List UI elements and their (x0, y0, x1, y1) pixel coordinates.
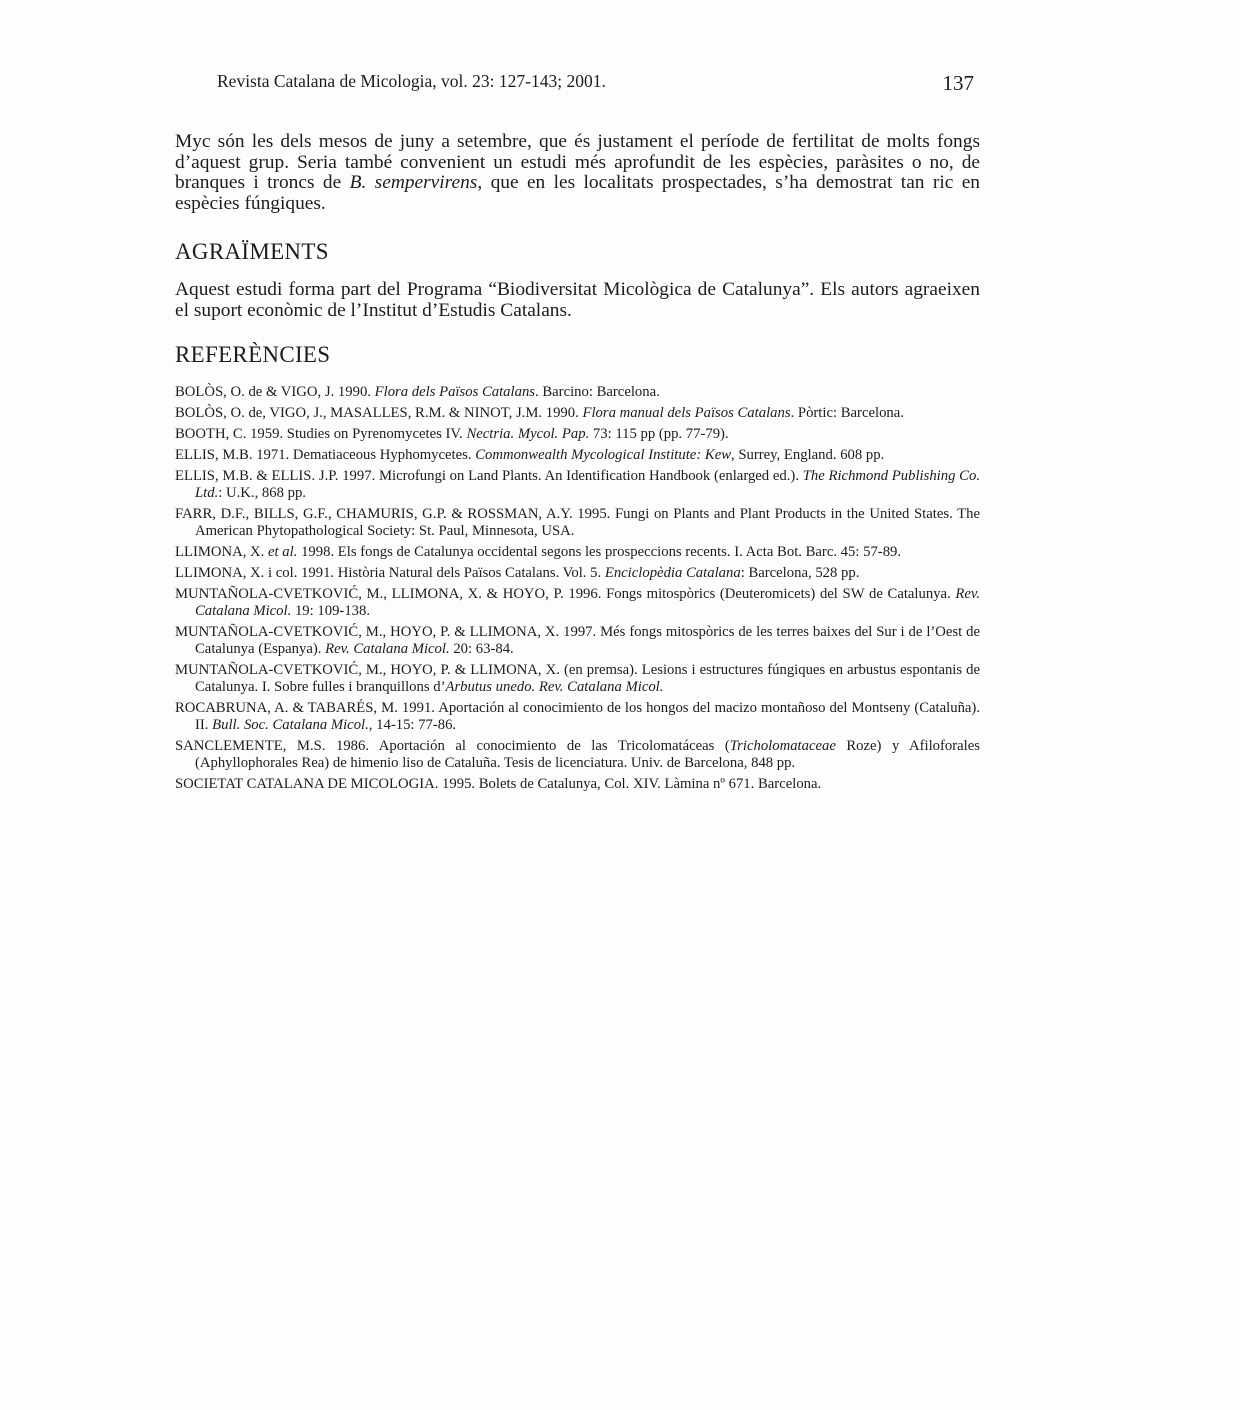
reference-item (175, 624, 980, 658)
ref-text: LLIMONA, X. (175, 544, 269, 560)
ref-italic: Flora manual dels Països Catalans (582, 405, 791, 421)
ref-text: ELLIS, M.B. & ELLIS. J.P. 1997. Microfungi on Land Plants. An Identification Handbook (enlarged ed.). (175, 468, 803, 484)
ref-text: BOLÒS, O. de, VIGO, J., MASALLES, R.M. & NINOT, J.M. 1990. (175, 405, 583, 421)
ref-text: FARR, D.F., BILLS, G.F., CHAMURIS, G.P. & ROSSMAN, A.Y. 1995. Fungi on Plants and Plant Products in the United States. The American Phytopathological Society: St. Paul, Minnesota, USA. (175, 506, 980, 539)
ref-italic: Arbutus unedo. Rev. Catalana Micol. (445, 679, 664, 695)
ref-text: SOCIETAT CATALANA DE MICOLOGIA. 1995. Bolets de Catalunya, Col. XIV. Làmina nº 671. Barcelona. (175, 776, 822, 792)
ref-text: MUNTAÑOLA-CVETKOVIĆ, M., LLIMONA, X. & HOYO, P. 1996. Fongs mitospòrics (Deuteromicets) del SW de Catalunya. (175, 586, 956, 602)
ref-text: 20: 63-84. (449, 641, 514, 657)
reference-item (175, 426, 980, 443)
ref-text: Roze) y Afiloforales (Aphyllophorales Rea) de himenio liso de Cataluña. Tesis de licenciatura. Univ. de Barcelona, 848 pp. (195, 738, 980, 771)
reference-item (175, 586, 980, 620)
ref-italic: et al. (268, 544, 298, 560)
reference-item (175, 776, 980, 793)
reference-list (175, 384, 980, 793)
ref-italic: Commonwealth Mycological Institute: Kew (475, 447, 732, 463)
reference-item (175, 700, 980, 734)
ref-italic: Tricholomataceae (729, 738, 836, 754)
reference-item (175, 662, 980, 696)
ref-text: . Barcino: Barcelona. (535, 384, 660, 400)
ref-text: , 14-15: 77-86. (368, 717, 457, 733)
ref-text: ELLIS, M.B. 1971. Dematiaceous Hyphomycetes. (175, 447, 476, 463)
ref-text: 19: 109-138. (291, 603, 371, 619)
ref-italic: Bull. Soc. Catalana Micol. (212, 717, 369, 733)
ref-text: MUNTAÑOLA-CVETKOVIĆ, M., HOYO, P. & LLIMONA, X. 1997. Més fongs mitospòrics de les terres baixes del Sur i de l’Oest de Catalunya (Espanya). (175, 624, 980, 657)
intro-italic: B. sempervirens (349, 172, 478, 193)
reference-item (175, 544, 980, 561)
ref-text: SANCLEMENTE, M.S. 1986. Aportación al conocimiento de las Tricolomatáceas ( (175, 738, 730, 754)
journal-citation: Revista Catalana de Micologia, vol. 23: 127-143; 2001. (217, 71, 606, 91)
page-number: 137 (942, 71, 974, 95)
article-body (175, 132, 980, 797)
ref-italic: Rev. Catalana Micol. (195, 586, 980, 619)
ref-text: 73: 115 pp (pp. 77-79). (589, 426, 729, 442)
ref-text: LLIMONA, X. i col. 1991. Història Natural dels Països Catalans. Vol. 5. (175, 565, 605, 581)
intro-text-1: Myc són les dels mesos de juny a setembre, que és justament el període de fertilitat de molts fongs d’aquest grup. Seria també convenient un estudi més aprofundit de les espècies, paràsites o no, de branques i troncs de (175, 131, 980, 193)
ref-text: . Pòrtic: Barcelona. (790, 405, 904, 421)
reference-item (175, 405, 980, 422)
ref-text: MUNTAÑOLA-CVETKOVIĆ, M., HOYO, P. & LLIMONA, X. (en premsa). Lesions i estructures fúngiques en arbustus espontanis de Catalunya. I. Sobre fulles i branquillons d’ (175, 662, 980, 695)
ref-text: BOOTH, C. 1959. Studies on Pyrenomycetes IV. (175, 426, 467, 442)
acknowledgements-heading: AGRAÏMENTS (175, 239, 329, 264)
reference-item (175, 738, 980, 772)
intro-text-2: , que en les localitats prospectades, s’ha demostrat tan ric en espècies fúngiques. (175, 172, 980, 214)
ref-text: : U.K., 868 pp. (218, 485, 306, 501)
reference-item (175, 447, 980, 464)
intro-paragraph (175, 132, 980, 214)
acknowledgements-text: Aquest estudi forma part del Programa “Biodiversitat Micològica de Catalunya”. Els autors agraeixen el suport econòmic de l’Institut d’Estudis Catalans. (175, 279, 980, 321)
ref-italic: Flora dels Països Catalans (374, 384, 536, 400)
reference-item (175, 468, 980, 502)
reference-item (175, 384, 980, 401)
ref-italic: The Richmond Publishing Co. Ltd. (195, 468, 980, 501)
reference-item (175, 565, 980, 582)
ref-italic: Enciclopèdia Catalana (604, 565, 741, 581)
ref-text: 1998. Els fongs de Catalunya occidental segons les prospeccions recents. I. Acta Bot. Barc. 45: 57-89. (297, 544, 902, 560)
ref-text: ROCABRUNA, A. & TABARÉS, M. 1991. Aportación al conocimiento de los hongos del macizo montañoso del Montseny (Cataluña). II. (175, 700, 980, 733)
ref-text: , Surrey, England. 608 pp. (731, 447, 885, 463)
ref-italic: Rev. Catalana Micol. (325, 641, 450, 657)
reference-item (175, 506, 980, 540)
ref-text: : Barcelona, 528 pp. (740, 565, 860, 581)
ref-italic: Nectria. Mycol. Pap. (466, 426, 590, 442)
references-heading: REFERÈNCIES (175, 342, 331, 367)
ref-text: BOLÒS, O. de & VIGO, J. 1990. (175, 384, 375, 400)
